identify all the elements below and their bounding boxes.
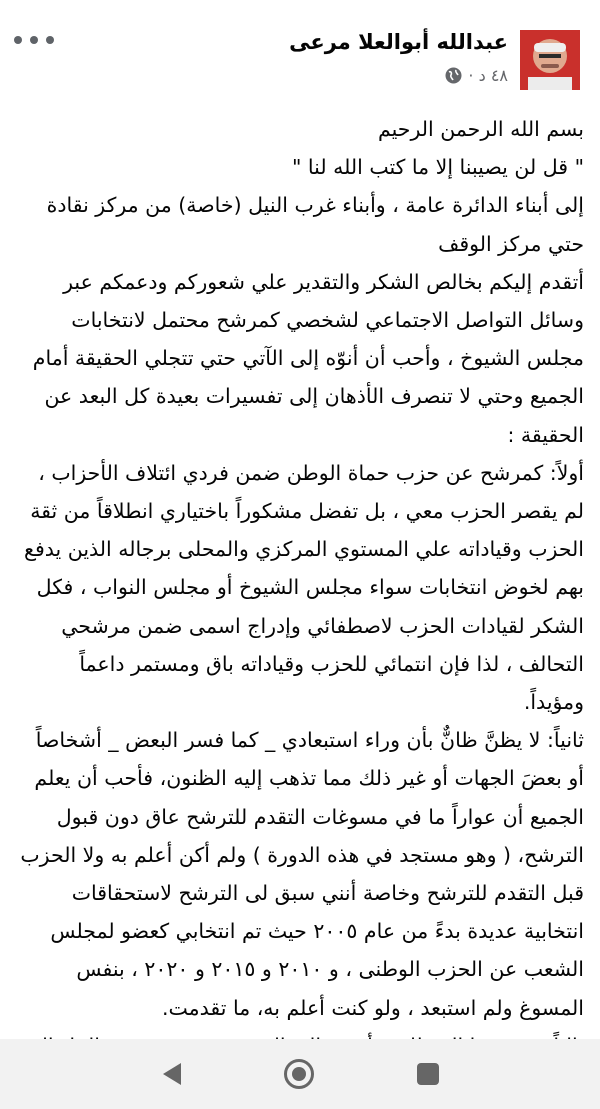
home-circle-icon[interactable] bbox=[284, 1059, 314, 1089]
post-paragraph: " قل لن يصيبنا إلا ما كتب الله لنا " bbox=[291, 155, 584, 180]
post-header bbox=[0, 0, 600, 100]
avatar[interactable] bbox=[520, 30, 580, 90]
more-options-icon[interactable] bbox=[14, 28, 54, 52]
back-triangle-icon[interactable] bbox=[160, 1061, 184, 1087]
post-meta bbox=[445, 66, 508, 85]
dot-1 bbox=[14, 36, 22, 44]
globe-icon bbox=[445, 67, 462, 84]
post-paragraph: بسم الله الرحمن الرحيم bbox=[377, 117, 584, 141]
system-navigation-bar bbox=[0, 1039, 600, 1109]
post-paragraph: ثانياً: لا يظنَّ ظانٌّ بأن وراء استبعادي _ كما فسر البعض _ أشخاصاً أو بعضَ الجهات أو غير ذلك مما تذهب إليه الظنون، فأحب أن يعلم الجميع أن عواراً ما في مسوغات التقدم للترشح عاق دون قبول الترشح، ( وهو مستجد في هذه الدورة ) ولم أكن أعلم به ولا الحزب قبل التقدم للترشح وخاصة أنني سبق لى الترشح لاستحقاقات انتخابية عديدة بدءً من عام ٢٠٠٥ حيث تم انتخابي كعضو لمجلس الشعب عن الحزب الوطنى ، و ٢٠١٠ و ٢٠١٥ و ٢٠٢٠ ، بنفس المسوغ ولم استبعد ، ولو كنت أعلم به، ما تقدمت. bbox=[20, 728, 584, 1020]
post-time[interactable]: ٤٨ د · bbox=[468, 66, 508, 85]
post-body bbox=[16, 110, 584, 1030]
post-paragraph: إلى أبناء الدائرة عامة ، وأبناء غرب النيل (خاصة) من مركز نقادة حتي مركز الوقف bbox=[46, 193, 584, 256]
post-paragraph: أتقدم إليكم بخالص الشكر والتقدير علي شعوركم ودعمكم عبر وسائل التواصل الاجتماعي لشخصي كمرشح محتمل لانتخابات مجلس الشيوخ ، وأحب أن أنوّه إلى الآتي حتي تتجلي الحقيقة أمام الجميع وحتي لا تنصرف الأذهان إلى تفسيرات بعيدة كل البعد عن الحقيقة : bbox=[32, 269, 584, 447]
post-paragraph: أولاً: كمرشح عن حزب حماة الوطن ضمن فردي ائتلاف الأحزاب ، لم يقصر الحزب معي ، بل تفضل مشكوراً باختياري انطلاقاً من ثقة الحزب وقياداته علي المستوي المركزي والمحلى برجاله الذين يدفع بهم لخوض انتخابات سواء مجلس الشيوخ أو مجلس النواب ، فكل الشكر لقيادات الحزب لاصطفائي وإدراج اسمى ضمن مرشحي التحالف ، لذا فإن انتمائي للحزب وقياداته باق ومستمر داعماً ومؤيداً. bbox=[24, 460, 584, 715]
dot-2 bbox=[30, 36, 38, 44]
post-author[interactable]: عبدالله أبوالعلا مرعى bbox=[289, 30, 508, 54]
dot-3 bbox=[46, 36, 54, 44]
recents-square-icon[interactable] bbox=[417, 1063, 439, 1085]
